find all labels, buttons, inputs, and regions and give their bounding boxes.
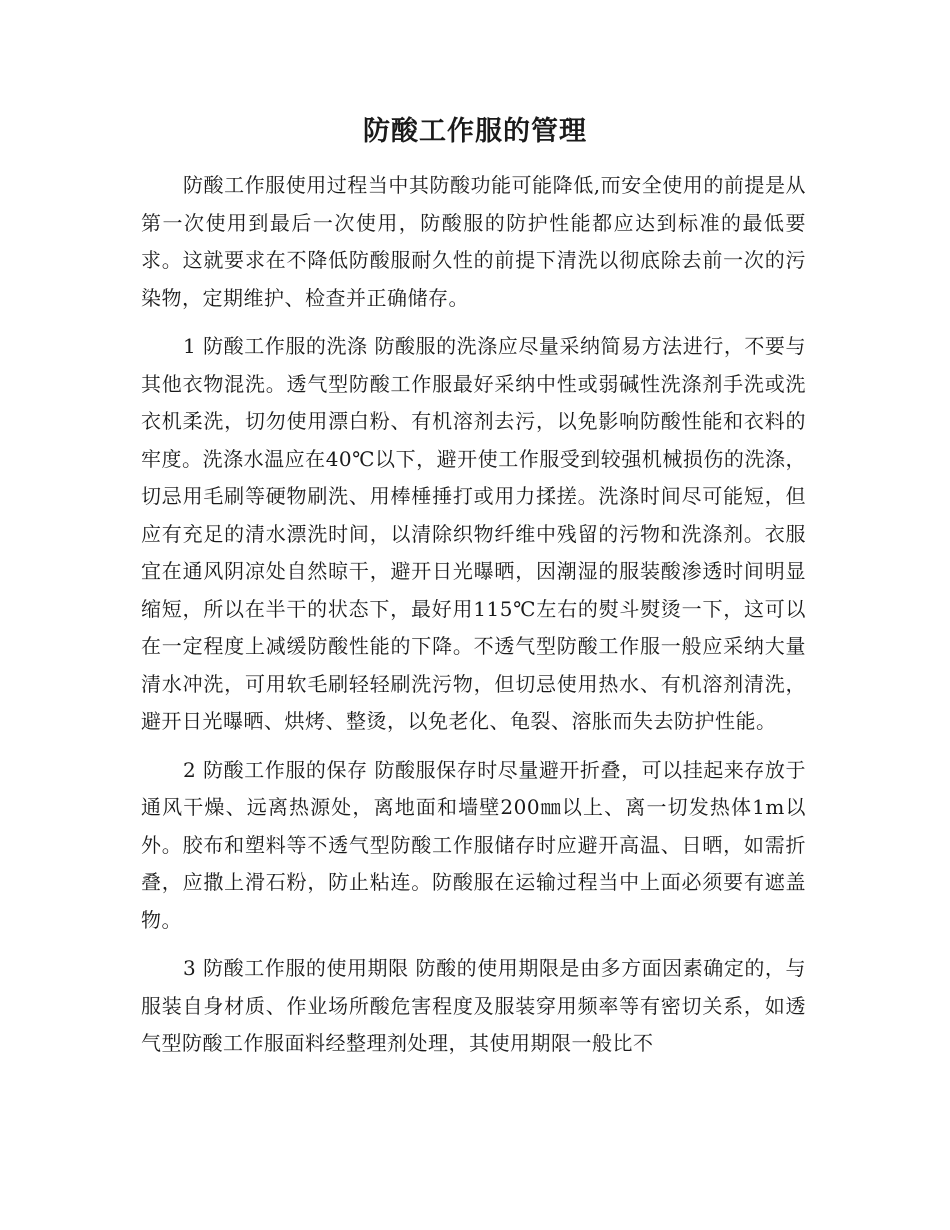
- document-title: 防酸工作服的管理: [363, 116, 587, 147]
- paragraph-washing: 1 防酸工作服的洗涤 防酸服的洗涤应尽量采纳简易方法进行，不要与其他衣物混洗。透气型防酸工作服最好采纳中性或弱碱性洗涤剂手洗或洗衣机柔洗，切勿使用漂白粉、有机溶剂去污，以免影响防酸性能和衣料的牢度。洗涤水温应在40℃以下，避开使工作服受到较强机械损伤的洗涤，切忌用毛刷等硬物刷洗、用棒棰捶打或用力揉搓。洗涤时间尽可能短，但应有充足的清水漂洗时间，以清除织物纤维中残留的污物和洗涤剂。衣服宜在通风阴凉处自然晾干，避开日光曝晒，因潮湿的服装酸渗透时间明显缩短，所以在半干的状态下，最好用115℃左右的熨斗熨烫一下，这可以在一定程度上减缓防酸性能的下降。不透气型防酸工作服一般应采纳大量清水冲洗，可用软毛刷轻轻刷洗污物，但切忌使用热水、有机溶剂清洗，避开日光曝晒、烘烤、整烫，以免老化、龟裂、溶胀而失去防护性能。: [141, 334, 806, 733]
- paragraph-storage: 2 防酸工作服的保存 防酸服保存时尽量避开折叠，可以挂起来存放于通风干燥、远离热源处，离地面和墙壁200㎜以上、离一切发热体1m以外。胶布和塑料等不透气型防酸工作服储存时应避开高温、日晒，如需折叠，应撒上滑石粉，防止粘连。防酸服在运输过程当中上面必须要有遮盖物。: [141, 757, 806, 932]
- document-body: [141, 167, 806, 1074]
- paragraph-service-life: 3 防酸工作服的使用期限 防酸的使用期限是由多方面因素确定的，与服装自身材质、作业场所酸危害程度及服装穿用频率等有密切关系，如透气型防酸工作服面料经整理剂处理，其使用期限一般比不: [141, 956, 806, 1055]
- paragraph-intro: 防酸工作服使用过程当中其防酸功能可能降低,而安全使用的前提是从第一次使用到最后一次使用，防酸服的防护性能都应达到标准的最低要求。这就要求在不降低防酸服耐久性的前提下清洗以彻底除去前一次的污染物，定期维护、检查并正确储存。: [141, 173, 806, 310]
